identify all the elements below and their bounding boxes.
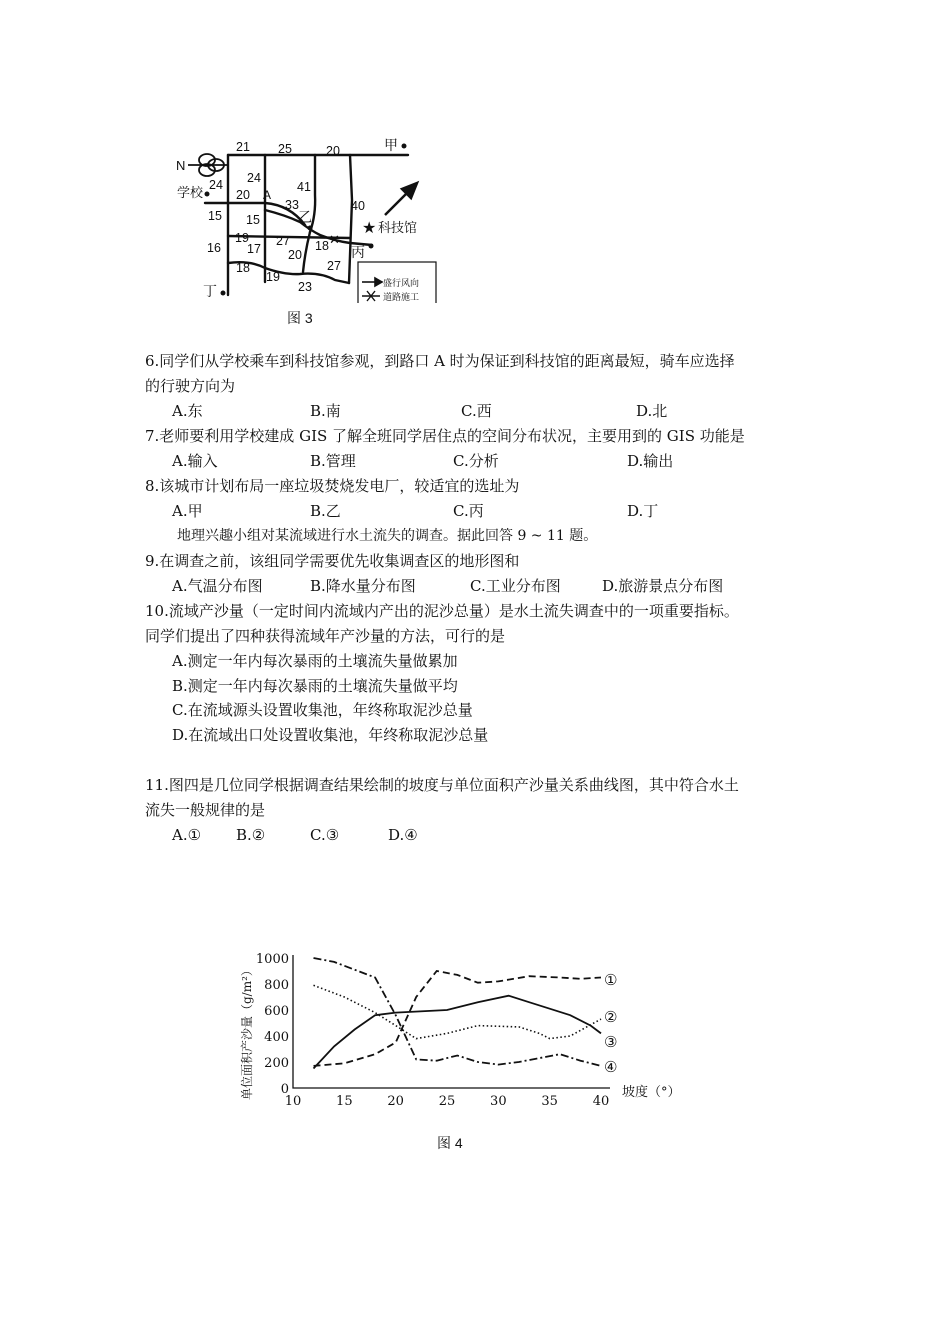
q11-stem-line1: 11.图四是几位同学根据调查结果绘制的坡度与单位面积产沙量关系曲线图，其中符合水土 <box>145 776 739 794</box>
map-number: 20 <box>288 248 302 262</box>
slope-sediment-chart <box>230 940 700 1115</box>
q6-stem-line1: 6.同学们从学校乘车到科技馆参观，到路口 A 时为保证到科技馆的距离最短，骑车应选择 <box>145 352 735 370</box>
map-number: 23 <box>298 280 312 294</box>
map-number: 20 <box>326 144 340 158</box>
q6-option-c: C.西 <box>461 402 492 420</box>
yi-dot <box>308 226 313 231</box>
series-line-2 <box>314 996 602 1069</box>
map-number: 24 <box>209 178 223 192</box>
label-yi: 乙 <box>298 209 312 225</box>
map-caption: 图 3 <box>287 310 313 326</box>
y-tick-label: 400 <box>264 1030 289 1045</box>
x-tick-label: 30 <box>490 1094 507 1109</box>
x-tick-label: 25 <box>438 1094 456 1109</box>
q11-option-b: B.② <box>236 826 266 844</box>
q9-option-d: D.旅游景点分布图 <box>602 577 724 595</box>
map-number: 20 <box>236 188 250 202</box>
map-number: 40 <box>351 199 365 213</box>
x-tick-label: 35 <box>541 1094 558 1109</box>
q11-option-a: A.① <box>172 826 202 844</box>
q8-option-d: D.丁 <box>627 502 659 520</box>
jia-dot <box>402 144 407 149</box>
q6-option-b: B.南 <box>310 402 341 420</box>
map-number: 17 <box>247 242 261 256</box>
x-tick-label: 40 <box>592 1094 610 1109</box>
q10-stem-line2: 同学们提出了四种获得流域年产沙量的方法，可行的是 <box>145 627 506 645</box>
x-tick-label: 10 <box>284 1094 302 1109</box>
q6-option-a: A.东 <box>172 402 203 420</box>
series-label-4: ④ <box>604 1058 618 1076</box>
map-number: 15 <box>208 209 222 223</box>
bing-dot <box>369 244 374 249</box>
q7-option-b: B.管理 <box>310 452 356 470</box>
label-ding: 丁 <box>203 283 217 299</box>
legend-wind-label: 盛行风向 <box>383 278 420 288</box>
y-tick-label: 600 <box>264 1004 289 1019</box>
q11-option-c: C.③ <box>310 826 340 844</box>
q10-option-a: A.测定一年内每次暴雨的土壤流失量做累加 <box>172 652 458 670</box>
wind-arrow-icon <box>385 183 417 215</box>
north-label: N <box>176 158 186 173</box>
north-arrow-icon <box>188 154 228 176</box>
map-number: 18 <box>236 261 250 275</box>
chart-axes <box>293 955 610 1088</box>
y-tick-label: 200 <box>264 1056 289 1071</box>
ding-dot <box>221 291 226 296</box>
map-number: 19 <box>235 231 249 245</box>
label-jia: 甲 <box>384 137 398 153</box>
school-dot <box>205 192 210 197</box>
y-tick-label: 0 <box>280 1082 289 1097</box>
q10-option-b: B.测定一年内每次暴雨的土壤流失量做平均 <box>172 677 458 695</box>
series-label-2: ② <box>604 1008 618 1026</box>
x-tick-label: 20 <box>387 1094 404 1109</box>
map-number: 15 <box>246 213 260 227</box>
q7-option-c: C.分析 <box>453 452 499 470</box>
q9-stem: 9.在调查之前，该组同学需要优先收集调查区的地形图和 <box>145 552 520 570</box>
map-number: 27 <box>327 259 341 273</box>
series-label-3: ③ <box>604 1033 618 1051</box>
y-tick-label: 1000 <box>255 952 289 967</box>
map-number: 27 <box>276 234 290 248</box>
y-axis-label: 单位面积产沙量（g/m²） <box>240 964 254 1100</box>
q11-option-d: D.④ <box>388 826 418 844</box>
q10-option-c: C.在流域源头设置收集池，年终称取泥沙总量 <box>172 701 473 719</box>
map-number: 21 <box>236 140 250 154</box>
construction-icon: ✕ <box>329 232 340 247</box>
map-number: 19 <box>266 270 280 284</box>
city-map <box>170 128 450 303</box>
q7-option-d: D.输出 <box>627 452 674 470</box>
label-a: A <box>263 188 272 202</box>
q8-option-c: C.丙 <box>453 502 484 520</box>
q10-option-d: D.在流域出口处设置收集池，年终称取泥沙总量 <box>172 726 489 744</box>
map-number: 24 <box>247 171 261 185</box>
q6-stem-line2: 的行驶方向为 <box>145 377 236 395</box>
q7-stem: 7.老师要利用学校建成 GIS 了解全班同学居住点的空间分布状况，主要用到的 GIS 功能是 <box>145 427 745 445</box>
map-number: 16 <box>207 241 221 255</box>
y-tick-label: 800 <box>264 978 289 993</box>
q8-option-a: A.甲 <box>172 502 203 520</box>
label-museum: 科技馆 <box>378 220 418 235</box>
q7-option-a: A.输入 <box>172 452 218 470</box>
q9-option-c: C.工业分布图 <box>470 577 561 595</box>
section-intro: 地理兴趣小组对某流域进行水土流失的调查。据此回答 9 ~ 11 题。 <box>177 528 598 544</box>
q11-stem-line2: 流失一般规律的是 <box>145 801 266 819</box>
map-number: 25 <box>278 142 292 156</box>
x-axis-label: 坡度（°） <box>622 1085 681 1100</box>
x-tick-label: 15 <box>336 1094 353 1109</box>
label-bing: 丙 <box>351 244 365 260</box>
chart-caption: 图 4 <box>437 1135 463 1151</box>
q9-option-b: B.降水量分布图 <box>310 577 416 595</box>
series-label-1: ① <box>604 971 618 989</box>
q10-stem-line1: 10.流域产沙量（一定时间内流域内产出的泥沙总量）是水土流失调查中的一项重要指标。 <box>145 602 739 620</box>
series-line-1 <box>314 971 602 1066</box>
legend-construction-label: 道路施工 <box>383 292 420 302</box>
museum-star-icon: ★ <box>362 220 377 237</box>
map-number: 41 <box>297 180 311 194</box>
q6-option-d: D.北 <box>636 402 668 420</box>
q9-option-a: A.气温分布图 <box>172 577 263 595</box>
map-number: 18 <box>315 239 329 253</box>
q8-option-b: B.乙 <box>310 502 341 520</box>
q8-stem: 8.该城市计划布局一座垃圾焚烧发电厂，较适宜的选址为 <box>145 477 520 495</box>
label-school: 学校 <box>177 185 204 200</box>
map-number: 33 <box>285 198 299 212</box>
